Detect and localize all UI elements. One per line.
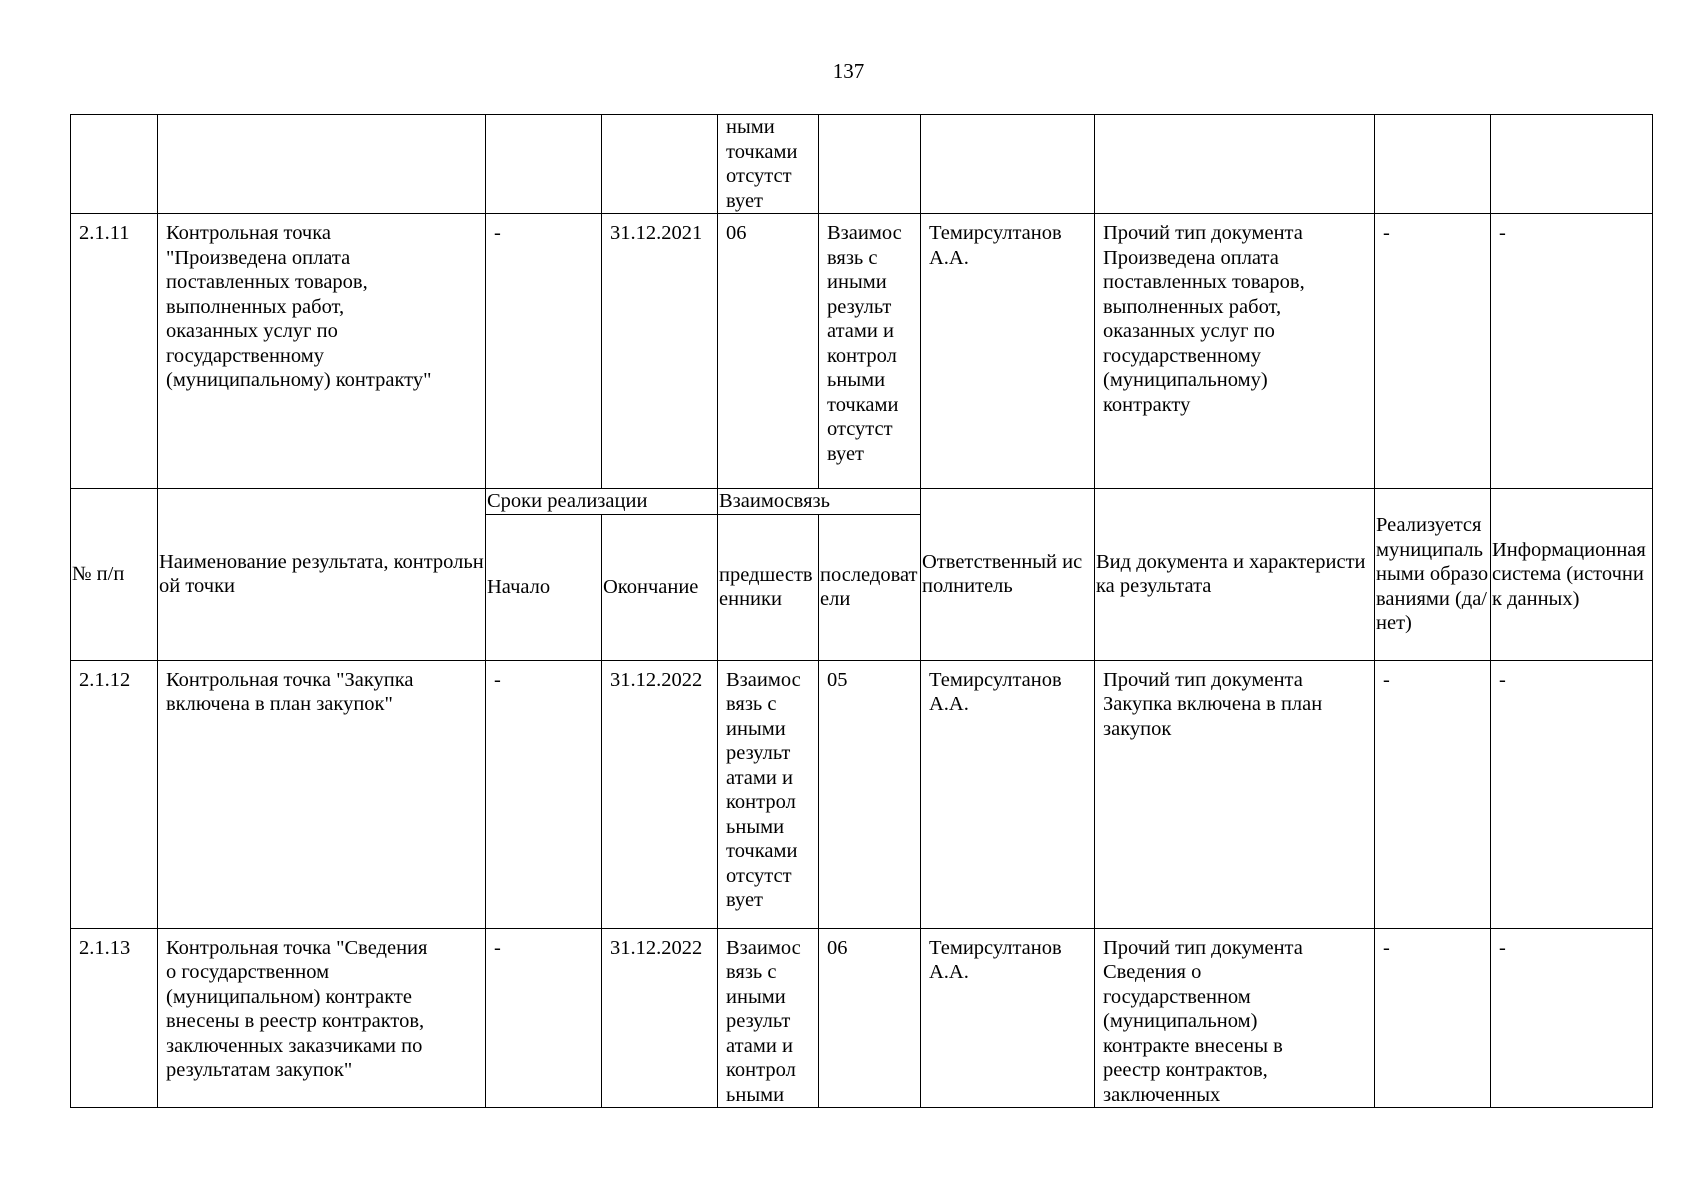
cell-end: 31.12.2022: [602, 660, 718, 928]
header-name: Наименование результата, контрольной точки: [158, 489, 486, 661]
header-link: Взаимосвязь: [718, 489, 921, 515]
cell-predecessors: Взаимос вязь с иными результ атами и контрол ьными точками отсутст вует: [718, 660, 819, 928]
cell-end: 31.12.2022: [602, 928, 718, 1108]
cell-responsible: Темирсултанов А.А.: [921, 928, 1095, 1108]
cell-predecessors: 06: [718, 214, 819, 489]
cell-number: 2.1.12: [71, 660, 158, 928]
cell-number: 2.1.11: [71, 214, 158, 489]
header-end: Окончание: [602, 514, 718, 660]
cell-name: Контрольная точка "Сведения о государственном (муниципальном) контракте внесены в реестр контрактов, заключенных заказчиками по результатам закупок": [158, 928, 486, 1108]
cell-municipal: -: [1375, 928, 1491, 1108]
results-table: [70, 114, 1653, 1108]
cell-end: 31.12.2021: [602, 214, 718, 489]
header-document: Вид документа и характеристика результата: [1095, 489, 1375, 661]
table-row-2-1-13: [71, 928, 1653, 1108]
header-start: Начало: [486, 514, 602, 660]
cell-document: Прочий тип документа Закупка включена в план закупок: [1095, 660, 1375, 928]
page-number: 137: [832, 59, 865, 83]
cell-name: Контрольная точка "Закупка включена в план закупок": [158, 660, 486, 928]
cell-predecessors: Взаимос вязь с иными результ атами и контрол ьными: [718, 928, 819, 1108]
cell-info-system: -: [1491, 214, 1653, 489]
cell-responsible: [921, 115, 1095, 214]
cell-responsible: Темирсултанов А.А.: [921, 214, 1095, 489]
cell-predecessors: ными точками отсутст вует: [718, 115, 819, 214]
cell-name: Контрольная точка "Произведена оплата поставленных товаров, выполненных работ, оказанных услуг по государственному (муниципальному) контракту": [158, 214, 486, 489]
cell-number: 2.1.13: [71, 928, 158, 1108]
cell-number: [71, 115, 158, 214]
cell-info-system: [1491, 115, 1653, 214]
cell-responsible: Темирсултанов А.А.: [921, 660, 1095, 928]
table-row-2-1-12: [71, 660, 1653, 928]
cell-document: Прочий тип документа Произведена оплата поставленных товаров, выполненных работ, оказанных услуг по государственному (муниципальному) контракту: [1095, 214, 1375, 489]
cell-info-system: -: [1491, 660, 1653, 928]
header-terms: Сроки реализации: [486, 489, 718, 515]
cell-start: -: [486, 660, 602, 928]
header-predecessors: предшественники: [718, 514, 819, 660]
table-row-2-1-11: [71, 214, 1653, 489]
cell-start: -: [486, 214, 602, 489]
header-number: № п/п: [71, 489, 158, 661]
cell-start: [486, 115, 602, 214]
table-row-continuation: [71, 115, 1653, 214]
header-responsible: Ответственный исполнитель: [921, 489, 1095, 661]
cell-name: [158, 115, 486, 214]
header-successors: последователи: [819, 514, 921, 660]
cell-successors: Взаимос вязь с иными результ атами и контрол ьными точками отсутст вует: [819, 214, 921, 489]
cell-end: [602, 115, 718, 214]
cell-municipal: -: [1375, 660, 1491, 928]
header-municipal: Реализуется муниципальными образованиями (да/нет): [1375, 489, 1491, 661]
cell-municipal: [1375, 115, 1491, 214]
cell-successors: [819, 115, 921, 214]
table-header-row-1: [71, 489, 1653, 515]
cell-info-system: -: [1491, 928, 1653, 1108]
cell-municipal: -: [1375, 214, 1491, 489]
header-info-system: Информационная система (источник данных): [1491, 489, 1653, 661]
cell-document: Прочий тип документа Сведения о государственном (муниципальном) контракте внесены в реестр контрактов, заключенных: [1095, 928, 1375, 1108]
cell-successors: 06: [819, 928, 921, 1108]
cell-start: -: [486, 928, 602, 1108]
cell-document: [1095, 115, 1375, 214]
cell-successors: 05: [819, 660, 921, 928]
